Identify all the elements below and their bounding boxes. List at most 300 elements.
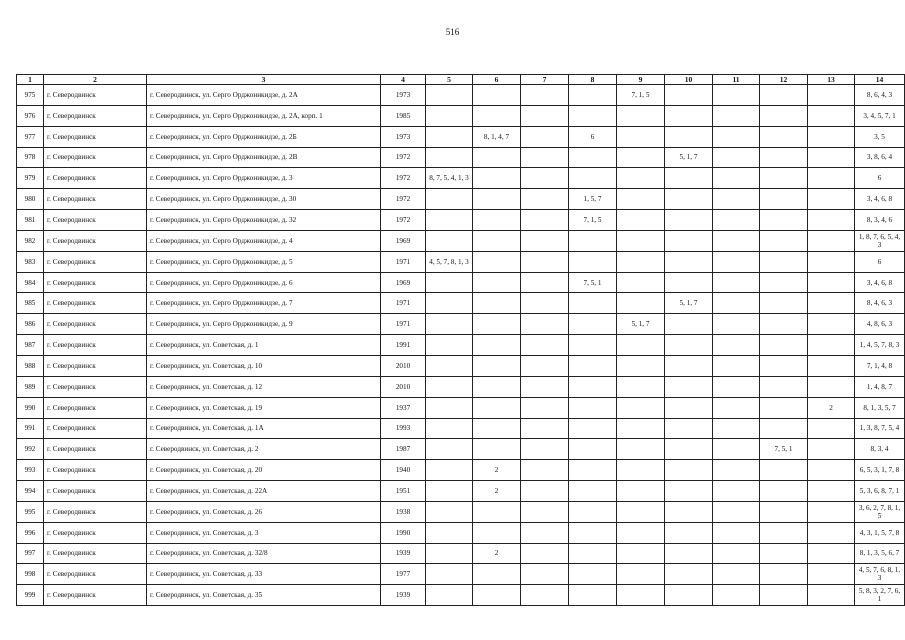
register-table: [16, 74, 905, 606]
col11-cell: [713, 168, 760, 189]
col8-cell: [569, 230, 617, 251]
col7-cell: [521, 189, 569, 210]
col14-cell: 4, 3, 1, 5, 7, 8: [855, 522, 905, 543]
col6-cell: [473, 397, 521, 418]
row-number-cell: 979: [17, 168, 44, 189]
col8-cell: [569, 293, 617, 314]
city-cell: г. Северодвинск: [44, 543, 147, 564]
col10-cell: 5, 1, 7: [665, 293, 713, 314]
address-cell: г. Северодвинск, ул. Серго Орджоникидзе, д. 2Б: [147, 126, 381, 147]
col8-cell: [569, 418, 617, 439]
col11-cell: [713, 460, 760, 481]
address-cell: г. Северодвинск, ул. Советская, д. 33: [147, 564, 381, 585]
year-cell: 1939: [381, 543, 426, 564]
col8-cell: [569, 481, 617, 502]
table-row: [17, 105, 905, 126]
year-cell: 1940: [381, 460, 426, 481]
col13-cell: [808, 585, 855, 606]
col5-cell: 4, 5, 7, 8, 1, 3: [426, 251, 473, 272]
col12-cell: [760, 251, 808, 272]
table-row: [17, 543, 905, 564]
col10-cell: [665, 230, 713, 251]
col7-cell: [521, 335, 569, 356]
table-row: [17, 460, 905, 481]
column-header: 4: [381, 75, 426, 85]
col5-cell: [426, 189, 473, 210]
address-cell: г. Северодвинск, ул. Серго Орджоникидзе, д. 6: [147, 272, 381, 293]
col5-cell: [426, 460, 473, 481]
col11-cell: [713, 376, 760, 397]
col9-cell: [617, 147, 665, 168]
row-number-cell: 984: [17, 272, 44, 293]
city-cell: г. Северодвинск: [44, 272, 147, 293]
col7-cell: [521, 105, 569, 126]
col14-cell: 8, 4, 6, 3: [855, 293, 905, 314]
row-number-cell: 987: [17, 335, 44, 356]
col7-cell: [521, 460, 569, 481]
col10-cell: [665, 272, 713, 293]
col12-cell: [760, 564, 808, 585]
col14-cell: 8, 3, 4: [855, 439, 905, 460]
col7-cell: [521, 210, 569, 231]
col14-cell: 1, 3, 8, 7, 5, 4: [855, 418, 905, 439]
year-cell: 1973: [381, 126, 426, 147]
row-number-cell: 995: [17, 501, 44, 522]
col8-cell: [569, 564, 617, 585]
table-row: [17, 522, 905, 543]
address-cell: г. Северодвинск, ул. Советская, д. 22А: [147, 481, 381, 502]
col10-cell: [665, 168, 713, 189]
table-body: [17, 85, 905, 606]
col14-cell: 3, 8, 6, 4: [855, 147, 905, 168]
col7-cell: [521, 251, 569, 272]
row-number-cell: 985: [17, 293, 44, 314]
col7-cell: [521, 272, 569, 293]
col12-cell: [760, 126, 808, 147]
city-cell: г. Северодвинск: [44, 147, 147, 168]
col7-cell: [521, 147, 569, 168]
col11-cell: [713, 355, 760, 376]
col14-cell: 5, 8, 3, 2, 7, 6, 1: [855, 585, 905, 606]
col5-cell: [426, 314, 473, 335]
col11-cell: [713, 543, 760, 564]
column-header: 1: [17, 75, 44, 85]
year-cell: 1972: [381, 210, 426, 231]
col13-cell: [808, 168, 855, 189]
col9-cell: [617, 460, 665, 481]
col7-cell: [521, 355, 569, 376]
row-number-cell: 988: [17, 355, 44, 376]
row-number-cell: 986: [17, 314, 44, 335]
row-number-cell: 996: [17, 522, 44, 543]
city-cell: г. Северодвинск: [44, 397, 147, 418]
col6-cell: 2: [473, 460, 521, 481]
col7-cell: [521, 564, 569, 585]
col12-cell: [760, 585, 808, 606]
table-row: [17, 481, 905, 502]
col11-cell: [713, 293, 760, 314]
col12-cell: [760, 460, 808, 481]
col13-cell: [808, 543, 855, 564]
col8-cell: [569, 501, 617, 522]
col5-cell: [426, 376, 473, 397]
col6-cell: [473, 105, 521, 126]
col8-cell: [569, 543, 617, 564]
col13-cell: [808, 189, 855, 210]
year-cell: 1969: [381, 272, 426, 293]
city-cell: г. Северодвинск: [44, 189, 147, 210]
col11-cell: [713, 397, 760, 418]
col9-cell: [617, 543, 665, 564]
col11-cell: [713, 585, 760, 606]
table-row: [17, 168, 905, 189]
col6-cell: [473, 230, 521, 251]
col8-cell: 6: [569, 126, 617, 147]
row-number-cell: 975: [17, 85, 44, 106]
col13-cell: [808, 230, 855, 251]
col9-cell: [617, 501, 665, 522]
col5-cell: [426, 585, 473, 606]
col7-cell: [521, 585, 569, 606]
city-cell: г. Северодвинск: [44, 564, 147, 585]
col14-cell: 6: [855, 168, 905, 189]
table-row: [17, 564, 905, 585]
city-cell: г. Северодвинск: [44, 585, 147, 606]
col10-cell: [665, 126, 713, 147]
col12-cell: [760, 314, 808, 335]
address-cell: г. Северодвинск, ул. Советская, д. 3: [147, 522, 381, 543]
col14-cell: 3, 4, 6, 8: [855, 272, 905, 293]
col10-cell: [665, 376, 713, 397]
address-cell: г. Северодвинск, ул. Серго Орджоникидзе, д. 4: [147, 230, 381, 251]
col5-cell: [426, 439, 473, 460]
col9-cell: [617, 189, 665, 210]
address-cell: г. Северодвинск, ул. Серго Орджоникидзе, д. 3: [147, 168, 381, 189]
col8-cell: [569, 85, 617, 106]
col9-cell: [617, 335, 665, 356]
address-cell: г. Северодвинск, ул. Советская, д. 19: [147, 397, 381, 418]
table-row: [17, 189, 905, 210]
col13-cell: [808, 251, 855, 272]
col14-cell: 8, 1, 3, 5, 6, 7: [855, 543, 905, 564]
table-row: [17, 355, 905, 376]
table-row: [17, 501, 905, 522]
col10-cell: [665, 314, 713, 335]
col12-cell: [760, 501, 808, 522]
col7-cell: [521, 376, 569, 397]
year-cell: 2010: [381, 355, 426, 376]
row-number-cell: 997: [17, 543, 44, 564]
col12-cell: [760, 293, 808, 314]
city-cell: г. Северодвинск: [44, 460, 147, 481]
col10-cell: [665, 335, 713, 356]
col6-cell: [473, 251, 521, 272]
col12-cell: [760, 522, 808, 543]
city-cell: г. Северодвинск: [44, 251, 147, 272]
year-cell: 1972: [381, 189, 426, 210]
col5-cell: [426, 272, 473, 293]
col14-cell: 1, 4, 5, 7, 8, 3: [855, 335, 905, 356]
table-row: [17, 585, 905, 606]
table-row: [17, 314, 905, 335]
address-cell: г. Северодвинск, ул. Серго Орджоникидзе, д. 7: [147, 293, 381, 314]
col13-cell: [808, 314, 855, 335]
col5-cell: [426, 105, 473, 126]
city-cell: г. Северодвинск: [44, 85, 147, 106]
col14-cell: 3, 6, 2, 7, 8, 1, 5: [855, 501, 905, 522]
col14-cell: 3, 5: [855, 126, 905, 147]
col5-cell: [426, 126, 473, 147]
row-number-cell: 982: [17, 230, 44, 251]
address-cell: г. Северодвинск, ул. Серго Орджоникидзе, д. 5: [147, 251, 381, 272]
year-cell: 1951: [381, 481, 426, 502]
col6-cell: [473, 314, 521, 335]
year-cell: 1993: [381, 418, 426, 439]
col7-cell: [521, 522, 569, 543]
col8-cell: [569, 585, 617, 606]
address-cell: г. Северодвинск, ул. Советская, д. 1: [147, 335, 381, 356]
column-header: 8: [569, 75, 617, 85]
col12-cell: [760, 230, 808, 251]
col11-cell: [713, 335, 760, 356]
city-cell: г. Северодвинск: [44, 168, 147, 189]
col13-cell: [808, 501, 855, 522]
col10-cell: [665, 418, 713, 439]
row-number-cell: 980: [17, 189, 44, 210]
col9-cell: [617, 210, 665, 231]
col8-cell: [569, 105, 617, 126]
col11-cell: [713, 272, 760, 293]
col5-cell: [426, 335, 473, 356]
col11-cell: [713, 418, 760, 439]
city-cell: г. Северодвинск: [44, 105, 147, 126]
row-number-cell: 998: [17, 564, 44, 585]
address-cell: г. Северодвинск, ул. Советская, д. 12: [147, 376, 381, 397]
col6-cell: [473, 189, 521, 210]
row-number-cell: 992: [17, 439, 44, 460]
year-cell: 1937: [381, 397, 426, 418]
table-row: [17, 293, 905, 314]
col7-cell: [521, 397, 569, 418]
col8-cell: [569, 335, 617, 356]
col5-cell: [426, 481, 473, 502]
col14-cell: 6: [855, 251, 905, 272]
col11-cell: [713, 564, 760, 585]
col10-cell: [665, 501, 713, 522]
col9-cell: [617, 564, 665, 585]
table-row: [17, 85, 905, 106]
col6-cell: 8, 1, 4, 7: [473, 126, 521, 147]
col5-cell: [426, 501, 473, 522]
column-header: 9: [617, 75, 665, 85]
col5-cell: [426, 85, 473, 106]
col9-cell: [617, 439, 665, 460]
address-cell: г. Северодвинск, ул. Серго Орджоникидзе, д. 32: [147, 210, 381, 231]
row-number-cell: 978: [17, 147, 44, 168]
col13-cell: [808, 85, 855, 106]
table-row: [17, 439, 905, 460]
col6-cell: [473, 418, 521, 439]
year-cell: 1990: [381, 522, 426, 543]
city-cell: г. Северодвинск: [44, 210, 147, 231]
col14-cell: 4, 8, 6, 3: [855, 314, 905, 335]
col8-cell: [569, 251, 617, 272]
table-row: [17, 335, 905, 356]
col13-cell: [808, 564, 855, 585]
col5-cell: [426, 210, 473, 231]
year-cell: 1973: [381, 85, 426, 106]
col13-cell: [808, 272, 855, 293]
city-cell: г. Северодвинск: [44, 376, 147, 397]
col8-cell: [569, 522, 617, 543]
city-cell: г. Северодвинск: [44, 439, 147, 460]
row-number-cell: 981: [17, 210, 44, 231]
year-cell: 1987: [381, 439, 426, 460]
col12-cell: [760, 168, 808, 189]
year-cell: 1938: [381, 501, 426, 522]
row-number-cell: 990: [17, 397, 44, 418]
col6-cell: [473, 335, 521, 356]
col10-cell: [665, 210, 713, 231]
col14-cell: 6, 5, 3, 1, 7, 8: [855, 460, 905, 481]
col10-cell: [665, 481, 713, 502]
col7-cell: [521, 85, 569, 106]
city-cell: г. Северодвинск: [44, 335, 147, 356]
table-row: [17, 272, 905, 293]
year-cell: 1971: [381, 293, 426, 314]
col10-cell: [665, 251, 713, 272]
year-cell: 1971: [381, 314, 426, 335]
col11-cell: [713, 501, 760, 522]
col7-cell: [521, 501, 569, 522]
col6-cell: [473, 293, 521, 314]
city-cell: г. Северодвинск: [44, 522, 147, 543]
column-header: 11: [713, 75, 760, 85]
col5-cell: [426, 564, 473, 585]
column-header: 5: [426, 75, 473, 85]
city-cell: г. Северодвинск: [44, 230, 147, 251]
col11-cell: [713, 210, 760, 231]
year-cell: 1991: [381, 335, 426, 356]
col12-cell: [760, 85, 808, 106]
col10-cell: 5, 1, 7: [665, 147, 713, 168]
row-number-cell: 983: [17, 251, 44, 272]
col10-cell: [665, 397, 713, 418]
row-number-cell: 989: [17, 376, 44, 397]
col6-cell: [473, 85, 521, 106]
col10-cell: [665, 85, 713, 106]
col13-cell: [808, 522, 855, 543]
col8-cell: 7, 5, 1: [569, 272, 617, 293]
col5-cell: [426, 230, 473, 251]
address-cell: г. Северодвинск, ул. Советская, д. 35: [147, 585, 381, 606]
col5-cell: [426, 355, 473, 376]
col7-cell: [521, 126, 569, 147]
col8-cell: [569, 355, 617, 376]
col8-cell: [569, 397, 617, 418]
col7-cell: [521, 168, 569, 189]
col14-cell: 8, 3, 4, 6: [855, 210, 905, 231]
col5-cell: [426, 293, 473, 314]
row-number-cell: 999: [17, 585, 44, 606]
col5-cell: [426, 543, 473, 564]
col9-cell: [617, 418, 665, 439]
col9-cell: [617, 585, 665, 606]
col5-cell: [426, 147, 473, 168]
col6-cell: [473, 522, 521, 543]
col7-cell: [521, 543, 569, 564]
col12-cell: [760, 105, 808, 126]
col10-cell: [665, 105, 713, 126]
col9-cell: [617, 397, 665, 418]
col6-cell: [473, 564, 521, 585]
row-number-cell: 976: [17, 105, 44, 126]
col13-cell: [808, 293, 855, 314]
col6-cell: [473, 501, 521, 522]
col12-cell: [760, 210, 808, 231]
col6-cell: [473, 168, 521, 189]
col11-cell: [713, 314, 760, 335]
col10-cell: [665, 585, 713, 606]
city-cell: г. Северодвинск: [44, 314, 147, 335]
col8-cell: [569, 460, 617, 481]
col11-cell: [713, 439, 760, 460]
col12-cell: [760, 189, 808, 210]
col13-cell: [808, 439, 855, 460]
col8-cell: [569, 314, 617, 335]
col7-cell: [521, 418, 569, 439]
col13-cell: 2: [808, 397, 855, 418]
address-cell: г. Северодвинск, ул. Серго Орджоникидзе, д. 30: [147, 189, 381, 210]
row-number-cell: 977: [17, 126, 44, 147]
col8-cell: 7, 1, 5: [569, 210, 617, 231]
city-cell: г. Северодвинск: [44, 481, 147, 502]
col8-cell: [569, 147, 617, 168]
col8-cell: 1, 5, 7: [569, 189, 617, 210]
col12-cell: [760, 147, 808, 168]
col14-cell: 1, 4, 8, 7: [855, 376, 905, 397]
col6-cell: [473, 355, 521, 376]
year-cell: 2010: [381, 376, 426, 397]
page-number: 516: [445, 27, 460, 37]
col6-cell: 2: [473, 481, 521, 502]
row-number-cell: 993: [17, 460, 44, 481]
address-cell: г. Северодвинск, ул. Советская, д. 26: [147, 501, 381, 522]
column-header: 2: [44, 75, 147, 85]
col6-cell: 2: [473, 543, 521, 564]
table-row: [17, 251, 905, 272]
col8-cell: [569, 439, 617, 460]
table-row: [17, 230, 905, 251]
col12-cell: [760, 397, 808, 418]
col10-cell: [665, 355, 713, 376]
col14-cell: 7, 1, 4, 8: [855, 355, 905, 376]
col9-cell: 7, 1, 5: [617, 85, 665, 106]
col11-cell: [713, 147, 760, 168]
col11-cell: [713, 189, 760, 210]
table-row: [17, 376, 905, 397]
col9-cell: [617, 522, 665, 543]
col9-cell: [617, 355, 665, 376]
col14-cell: 3, 4, 5, 7, 1: [855, 105, 905, 126]
col11-cell: [713, 481, 760, 502]
row-number-cell: 994: [17, 481, 44, 502]
col5-cell: 8, 7, 5, 4, 1, 3: [426, 168, 473, 189]
column-header: 12: [760, 75, 808, 85]
column-header: 13: [808, 75, 855, 85]
col12-cell: [760, 272, 808, 293]
col6-cell: [473, 585, 521, 606]
